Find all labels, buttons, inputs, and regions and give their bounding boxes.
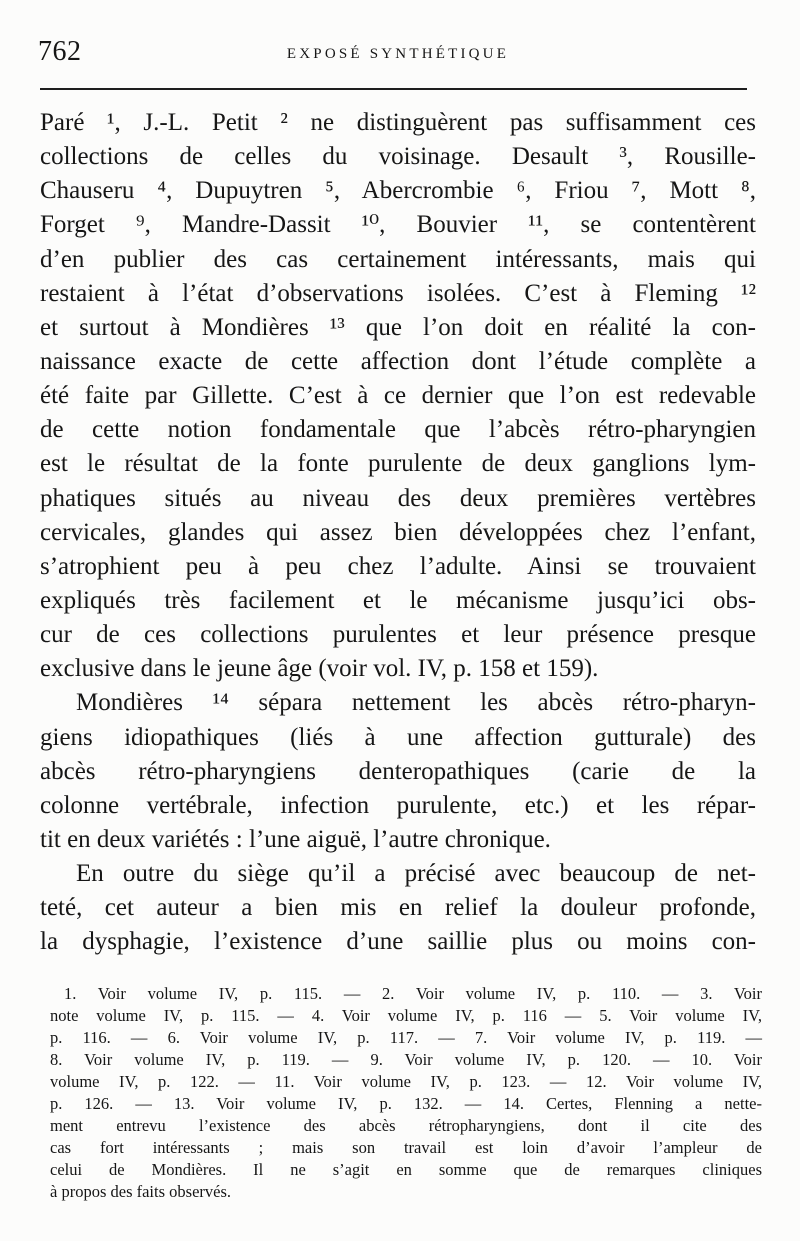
footnote-line: à propos des faits observés. [50, 1182, 232, 1201]
footnote-line: note volume IV, p. 115. — 4. Voir volume IV, p. 116 — 5. Voir volume IV, [50, 1006, 762, 1025]
footnote-line: p. 126. — 13. Voir volume IV, p. 132. — 14. Certes, Flenning a nette- [50, 1094, 762, 1113]
text-line: d’en publier des cas certainement intéressants, mais qui [40, 245, 756, 273]
page-header [38, 34, 758, 74]
text-line: En outre du siège qu’il a précisé avec beaucoup de net- [76, 860, 756, 888]
text-line: la dysphagie, l’existence d’une saillie plus ou moins con- [40, 928, 756, 956]
text-line: collections de celles du voisinage. Desault ³, Rousille- [40, 143, 756, 171]
footnote-line: cas fort intéressants ; mais son travail est loin d’avoir l’ampleur de [50, 1138, 762, 1157]
text-line: de cette notion fondamentale que l’abcès rétro-pharyngien [40, 416, 756, 444]
text-line: exclusive dans le jeune âge (voir vol. IV, p. 158 et 159). [40, 655, 599, 683]
text-line: restaient à l’état d’observations isolées. C’est à Fleming ¹² [40, 279, 756, 307]
text-line: tit en deux variétés : l’une aiguë, l’autre chronique. [40, 825, 551, 853]
running-head: EXPOSÉ SYNTHÉTIQUE [286, 46, 510, 62]
text-line: expliqués très facilement et le mécanisme jusqu’ici obs- [40, 586, 756, 614]
text-line: s’atrophient peu à peu chez l’adulte. Ainsi se trouvaient [40, 552, 756, 580]
footnote-line: 1. Voir volume IV, p. 115. — 2. Voir volume IV, p. 110. — 3. Voir [64, 984, 762, 1003]
text-line: cervicales, glandes qui assez bien développées chez l’enfant, [40, 518, 756, 546]
text-line: Mondières ¹⁴ sépara nettement les abcès rétro-pharyn- [76, 689, 756, 717]
footnote-line: volume IV, p. 122. — 11. Voir volume IV, p. 123. — 12. Voir volume IV, [50, 1072, 762, 1091]
page-number: 762 [38, 36, 82, 67]
text-line: phatiques situés au niveau des deux premières vertèbres [40, 484, 756, 512]
text-line: Chauseru ⁴, Dupuytren ⁵, Abercrombie ⁶, Friou ⁷, Mott ⁸, [40, 177, 756, 205]
header-rule [40, 88, 747, 90]
text-line: naissance exacte de cette affection dont l’étude complète a [40, 347, 756, 375]
body-text [40, 106, 756, 960]
footnote-line: p. 116. — 6. Voir volume IV, p. 117. — 7. Voir volume IV, p. 119. — [50, 1028, 762, 1047]
text-line: Forget ⁹, Mandre-Dassit ¹⁰, Bouvier ¹¹, se contentèrent [40, 211, 756, 239]
text-line: est le résultat de la fonte purulente de deux ganglions lym- [40, 450, 756, 478]
footnotes [50, 983, 762, 1203]
text-line: et surtout à Mondières ¹³ que l’on doit en réalité la con- [40, 313, 756, 341]
text-line: été faite par Gillette. C’est à ce dernier que l’on est redevable [40, 382, 756, 410]
text-line: abcès rétro-pharyngiens denteropathiques (carie de la [40, 757, 756, 785]
text-line: Paré ¹, J.-L. Petit ² ne distinguèrent pas suffisamment ces [40, 109, 756, 136]
footnote-line: ment entrevu l’existence des abcès rétropharyngiens, dont il cite des [50, 1116, 762, 1135]
footnote-line: celui de Mondières. Il ne s’agit en somme que de remarques cliniques [50, 1160, 762, 1179]
text-line: teté, cet auteur a bien mis en relief la douleur profonde, [40, 894, 756, 922]
text-line: colonne vertébrale, infection purulente, etc.) et les répar- [40, 791, 756, 819]
text-line: cur de ces collections purulentes et leur présence presque [40, 621, 756, 649]
footnote-line: 8. Voir volume IV, p. 119. — 9. Voir volume IV, p. 120. — 10. Voir [50, 1050, 762, 1069]
text-line: giens idiopathiques (liés à une affection gutturale) des [40, 723, 756, 751]
